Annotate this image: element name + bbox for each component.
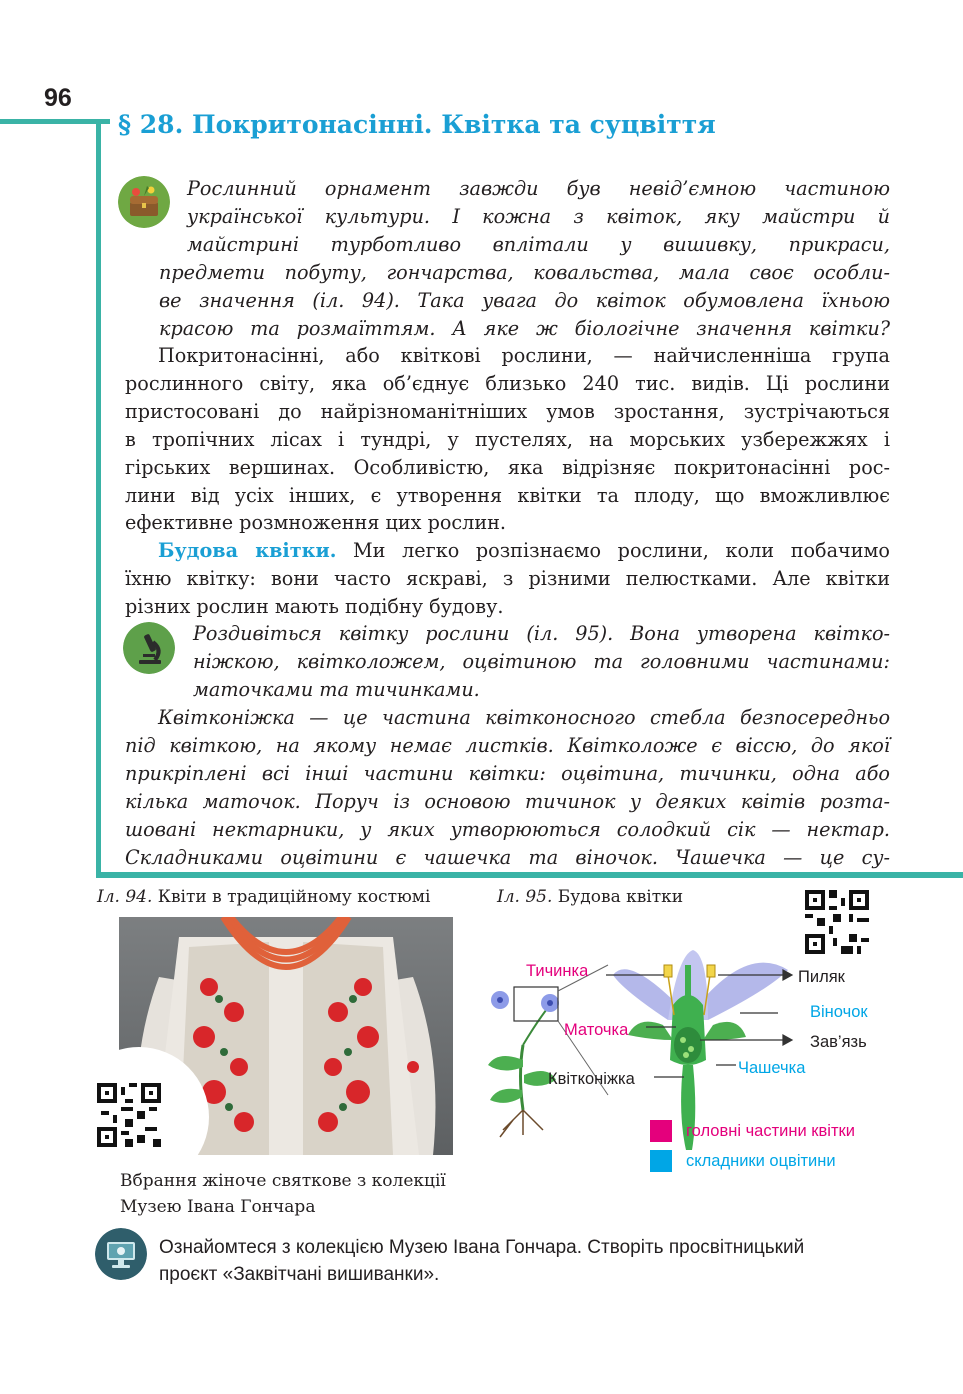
text-line: Покритонасінні, або квіткові рослини, — найчисленніша група [158,344,890,367]
label-ovary: Зав’язь [810,1033,867,1051]
text-line: кілька маточок. Поруч із основою тичинок у деяких квітів розта- [125,789,890,813]
text-line: пристосовані до найрізноманітніших умов зростання, зустрічаються [125,399,890,423]
subheading: Будова квітки. [158,539,337,562]
intro-block [125,175,890,342]
legend-item [650,1120,855,1142]
footer-line: Ознайомтеся з колекцією Музею Івана Гончара. Створіть просвітницький [159,1237,805,1258]
figure95-caption [497,887,683,907]
label-pedicel: Квітконіжка [548,1070,635,1088]
task-line: Роздивіться квітку рослини (іл. 95). Вона утворена квітко- [193,622,890,645]
intro-line: предмети побуту, гончарства, ковальства, мала своє особли- [159,260,890,284]
label-anther: Пиляк [798,968,845,986]
text-line: шовані нектарники, у яких утворюються солодкий сік — нектар. [125,817,890,841]
small-plant-drawing [488,965,608,1137]
task-block [193,620,890,704]
legend-swatch-magenta [650,1120,672,1142]
label-corolla: Віночок [810,1003,868,1021]
intro-line: ве значення (іл. 94). Така увага до квіток обумовлена їхньою [159,288,890,312]
figure95-caption-text: Будова квітки [557,887,684,907]
label-pistil: Маточка [564,1021,629,1039]
text-line: рослинного світу, яка об’єднує близько 240 тис. видів. Ці рослини [125,371,890,395]
text-line: лини від усіх інших, є утворення квітки та плоду, що вможливлює [125,483,890,507]
text-line: прикріплені всі інші частини квітки: оцвітина, тичинки, одна або [125,761,890,785]
footer-line: проєкт «Заквітчані вишиванки». [159,1264,440,1285]
text-span: Ми легко розпізнаємо рослини, коли побачимо [353,539,890,562]
text-line: різних рослин мають подібну будову. [125,594,504,618]
description-line: Вбрання жіноче святкове з колекції [120,1171,446,1191]
frame-top-line [0,119,110,124]
figure94-label: Іл. 94. [97,887,153,907]
microscope-icon [123,622,175,674]
paragraph-parts [125,704,890,871]
section-title: § 28. Покритонасінні. Квітка та суцвіття [118,110,716,139]
task-line: ніжкою, квітколожем, оцвітиною та головними частинами: [193,649,890,673]
diagram-legend [650,1120,855,1172]
text-line: їхню квітку: вони часто яскраві, з різними пелюстками. Але квітки [125,566,890,590]
label-calyx: Чашечка [738,1059,806,1077]
legend-swatch-cyan [650,1150,672,1172]
text-line [125,537,890,565]
text-line: ефективне розмноження цих рослин. [125,511,507,535]
legend-item [650,1150,855,1172]
figure94-caption-text: Квіти в традиційному костюмі [157,887,431,907]
intro-line: красою та розмаїттям. А яке ж біологічне значення квітки? [159,316,890,340]
costume-photo [119,917,453,1155]
intro-line: майстрині турботливо вплітали у вишивку, прикраси, [187,232,890,256]
paragraph-angiosperms [125,342,890,537]
task-line: маточками та тичинками. [193,677,480,701]
text-line: Квітконіжка — це частина квітконосного стебла безпосередньо [158,706,890,729]
legend-text: складники оцвітини [686,1151,836,1170]
computer-icon [95,1228,147,1280]
intro-line: української культури. І кожна з квіток, яку майстри й [187,204,890,228]
footer-task [159,1234,919,1288]
figure94-caption [97,887,430,907]
figure94-description [120,1168,446,1220]
legend-text: головні частини квітки [686,1121,855,1140]
text-line: Складниками оцвітини є чашечка та віночок. Чашечка — це су- [125,845,890,869]
text-line: гірських вершинах. Особливістю, яка відрізняє покритонасінні рос- [125,455,890,479]
text-line: під квіткою, на якому немає листків. Квітколоже є віссю, до якої [125,733,890,757]
intro-line: Рослинний орнамент завжди був невід’ємною частиною [187,177,890,200]
frame-left-line [96,119,101,877]
frame-bottom-line [96,872,963,878]
description-line: Музею Івана Гончара [120,1197,316,1217]
figure95-label: Іл. 95. [497,887,553,907]
text-line: в тропічних лісах і тундрі, у пустелях, на морських узбережжях і [125,427,890,451]
qr-code-icon[interactable] [97,1083,161,1147]
label-stamen: Тичинка [526,962,589,980]
page-number: 96 [44,84,72,112]
paragraph-flower-structure [125,537,890,621]
